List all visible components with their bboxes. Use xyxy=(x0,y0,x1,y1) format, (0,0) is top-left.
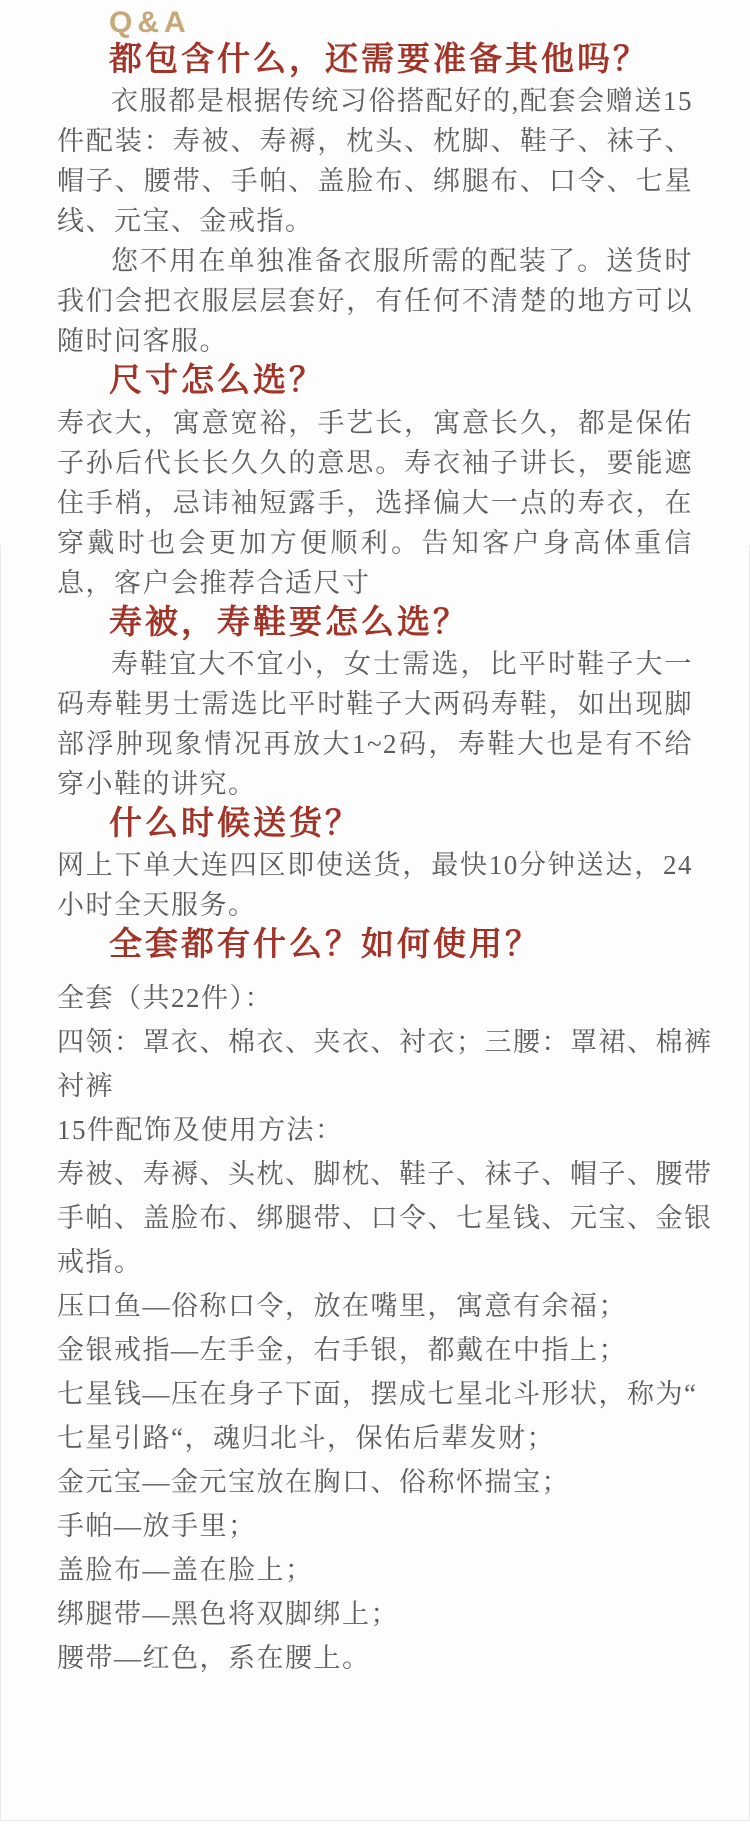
question-heading-delivery: 什么时候送货？ xyxy=(109,805,361,842)
list-line: 寿被、寿褥、头枕、脚枕、鞋子、袜子、帽子、腰带 xyxy=(57,1159,713,1190)
list-line: 压口鱼—俗称口令，放在嘴里，寓意有余福； xyxy=(57,1291,627,1322)
list-line: 金银戒指—左手金，右手银，都戴在中指上； xyxy=(57,1335,627,1366)
list-line: 七星钱—压在身子下面，摆成七星北斗形状，称为“ xyxy=(57,1379,698,1410)
list-line: 戒指。 xyxy=(57,1247,143,1278)
list-line: 手帕、盖脸布、绑腿带、口令、七星钱、元宝、金银 xyxy=(57,1203,713,1234)
list-line: 金元宝—金元宝放在胸口、俗称怀揣宝； xyxy=(57,1467,570,1498)
list-line: 衬裤 xyxy=(57,1071,114,1102)
qa-section-label: Q&A xyxy=(109,6,191,39)
list-line: 盖脸布—盖在脸上； xyxy=(57,1555,314,1586)
full-set-list xyxy=(57,976,713,1680)
list-line: 腰带—红色，系在腰上。 xyxy=(57,1643,371,1674)
list-line: 全套（共22件）： xyxy=(57,983,273,1014)
list-line: 15件配饰及使用方法： xyxy=(57,1115,344,1146)
question-heading-contents: 都包含什么，还需要准备其他吗？ xyxy=(109,42,649,78)
question-heading-full-set: 全套都有什么？如何使用？ xyxy=(109,927,541,963)
answer-paragraph: 您不用在单独准备衣服所需的配装了。送货时我们会把衣服层层套好，有任何不清楚的地方可以随时问客服。 xyxy=(57,246,693,357)
answer-paragraph: 寿鞋宜大不宜小，女士需选，比平时鞋子大一码寿鞋男士需选比平时鞋子大两码寿鞋，如出现脚部浮肿现象情况再放大1~2码，寿鞋大也是有不给穿小鞋的讲究。 xyxy=(57,648,693,799)
answer-paragraph: 网上下单大连四区即使送货，最快10分钟送达，24小时全天服务。 xyxy=(57,850,693,920)
answer-paragraph: 寿衣大，寓意宽裕，手艺长，寓意长久，都是保佑子孙后代长长久久的意思。寿衣袖子讲长，要能遮住手梢，忌讳袖短露手，选择偏大一点的寿衣，在穿戴时也会更加方便顺利。告知客户身高体重信息，客户会推荐合适尺寸 xyxy=(57,407,693,598)
list-line: 手帕—放手里； xyxy=(57,1511,257,1542)
list-line: 四领：罩衣、棉衣、夹衣、衬衣；三腰：罩裙、棉裤 xyxy=(57,1027,713,1058)
question-heading-size: 尺寸怎么选？ xyxy=(109,363,325,400)
list-line: 绑腿带—黑色将双脚绑上； xyxy=(57,1599,399,1630)
answer-paragraph: 衣服都是根据传统习俗搭配好的,配套会赠送15件配装：寿被、寿褥，枕头、枕脚、鞋子、袜子、帽子、腰带、手帕、盖脸布、绑腿布、口令、七星线、元宝、金戒指。 xyxy=(57,86,693,237)
list-line: 七星引路“，魂归北斗，保佑后辈发财； xyxy=(57,1423,555,1454)
question-heading-quilt-shoes: 寿被，寿鞋要怎么选？ xyxy=(109,604,469,641)
